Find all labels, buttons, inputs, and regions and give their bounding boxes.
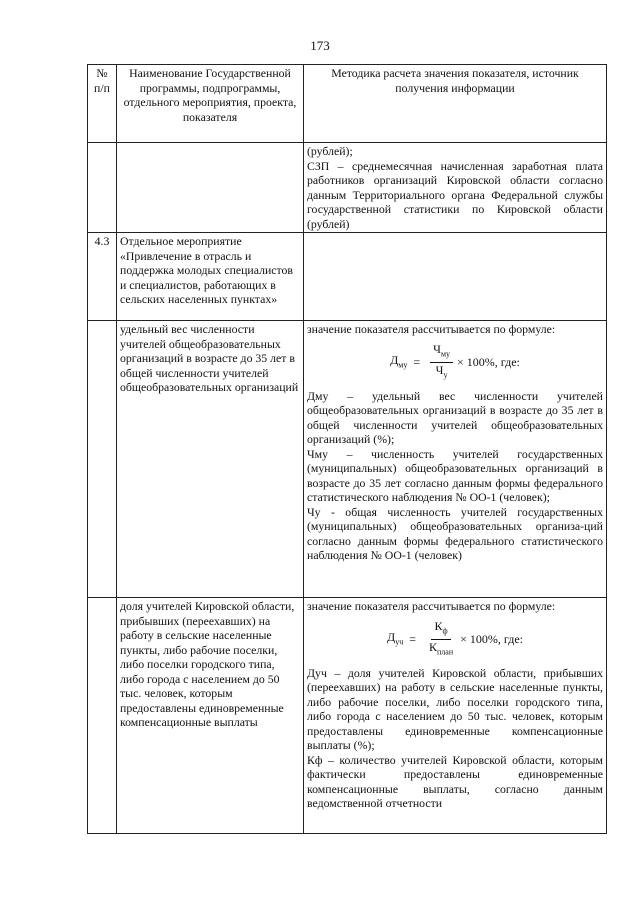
header-method: Методика расчета значения показателя, источник получения информации <box>304 65 607 143</box>
indicator-table <box>87 64 607 834</box>
cell-method <box>304 233 607 321</box>
definition: Чму – численность учителей государственных (муниципальных) общеобразовательных организаций в возрасте до 35 лет согласно данным формы федерального статистического наблюдения № ОО-1 (человек); <box>307 446 603 504</box>
method-intro: значение показателя рассчитывается по формуле: <box>307 322 556 336</box>
header-name: Наименование Государственной программы, подпрограммы, отдельного мероприятия, проекта, показателя <box>117 65 304 143</box>
formula-tail: × 100%, где: <box>457 355 520 370</box>
definition: Дуч – доля учителей Кировской области, прибывших (переехавших) на работу в сельские населенные пункты, либо рабочие поселки, либо поселки городского типа, либо города с населением до 50 тыс. человек, которым предоставлены единовременные компенсационные выплаты (%); <box>307 665 603 752</box>
method-intro: значение показателя рассчитывается по формуле: <box>307 599 556 613</box>
formula-fraction: $\frac{К_ф}{К_{план}}$ <box>429 619 454 657</box>
cell-name: Отдельное мероприятие «Привлечение в отрасль и поддержка молодых специалистов и специалистов, работающих в сельских населенных пунктах» <box>117 233 304 321</box>
formula: $Д_{му}$ = $\frac{Ч_{му}}{Ч_у}$ × 100%, где: <box>307 337 603 389</box>
method-text: (рублей); <box>307 144 353 158</box>
formula-tail: × 100%, где: <box>460 632 523 647</box>
formula-lhs: $Д_{му}$ <box>390 352 408 369</box>
table-row <box>88 233 607 321</box>
cell-method <box>304 143 607 233</box>
header-number: № п/п <box>88 65 117 143</box>
page-number: 173 <box>310 38 330 53</box>
cell-number: 4.3 <box>88 233 117 321</box>
formula-fraction: $\frac{Ч_{му}}{Ч_у}$ <box>430 342 453 383</box>
cell-method <box>304 321 607 598</box>
cell-name <box>117 143 304 233</box>
definition: Дму – удельный вес численности учителей общеобразовательных организаций в возрасте до 35 лет в общей численности учителей общеобразовательных организаций (%); <box>307 388 603 446</box>
cell-number <box>88 598 117 834</box>
cell-method <box>304 598 607 834</box>
table-header-row <box>88 65 607 143</box>
definition: Кф – количество учителей Кировской области, которым фактически предоставлены единовременные компенсационные выплаты, согласно данным ведомственной отчетности <box>307 752 603 810</box>
table-row <box>88 598 607 834</box>
formula: $Д_{уч}$ = $\frac{К_ф}{К_{план}}$ × 100%, где: <box>307 614 603 666</box>
formula-lhs: $Д_{уч}$ <box>387 629 404 646</box>
table-row <box>88 321 607 598</box>
cell-number <box>88 321 117 598</box>
method-text: СЗП – среднемесячная начисленная заработная плата работников организаций Кировской области согласно данным Территориального органа Федеральной службы государственной статистики по Кировской области (рублей) <box>307 158 603 231</box>
cell-name: удельный вес численности учителей общеобразовательных организаций в возрасте до 35 лет в общей численности учителей общеобразовательных организаций <box>117 321 304 598</box>
cell-name: доля учителей Кировской области, прибывших (переехавших) на работу в сельские населенные пункты, либо рабочие поселки, либо поселки городского типа, либо города с населением до 50 тыс. человек, которым предоставлены единовременные компенсационные выплаты <box>117 598 304 834</box>
table-row <box>88 143 607 233</box>
definition: Чу - общая численность учителей государственных (муниципальных) общеобразовательных организа-ций согласно данным формы федерального статистического наблюдения № ОО-1 (человек) <box>307 504 603 562</box>
cell-number <box>88 143 117 233</box>
